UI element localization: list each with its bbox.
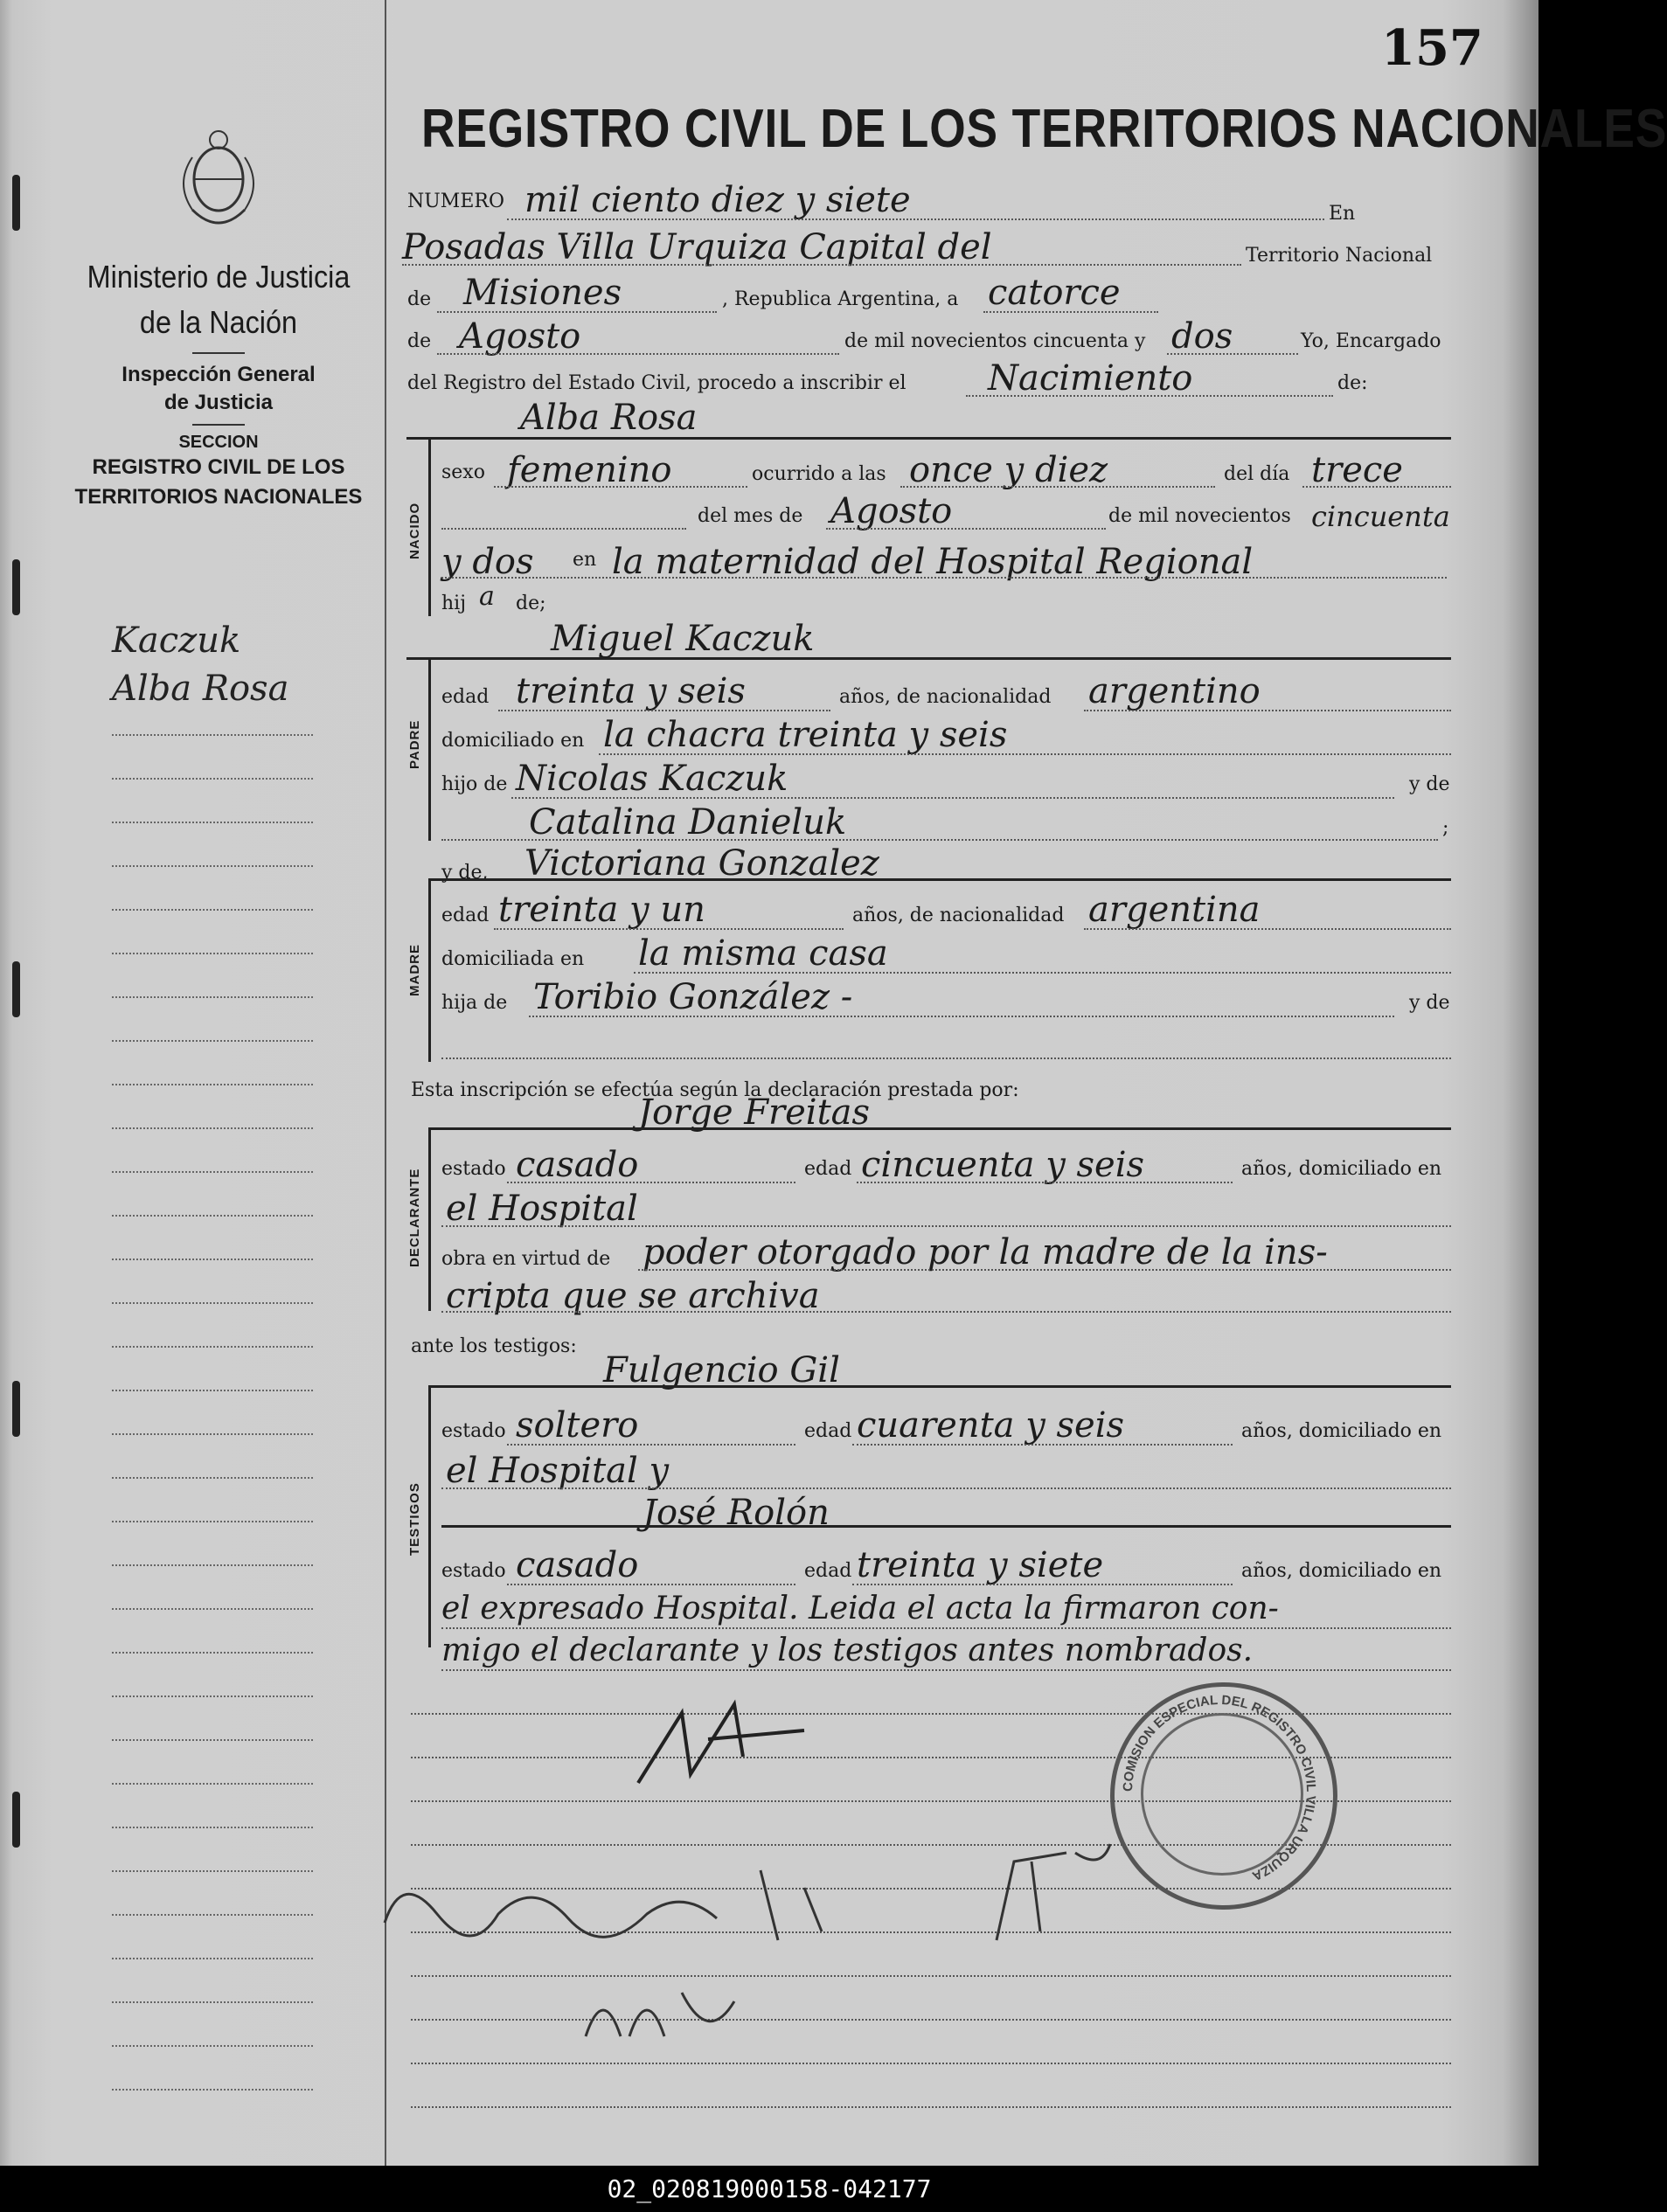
section-rule <box>406 437 1451 440</box>
margin-line <box>112 2089 313 2091</box>
nacionalidad-label-2: años, de nacionalidad <box>852 905 1065 926</box>
testigos-vertical-label: TESTIGOS <box>407 1482 422 1556</box>
section-rule <box>428 1127 1451 1130</box>
margin-line <box>112 1564 313 1566</box>
birth-place: la maternidad del Hospital Regional <box>612 542 1254 582</box>
sexo-value: femenino <box>507 450 672 490</box>
margin-line <box>112 1958 313 1959</box>
domicilio-label: domiciliado en <box>441 730 585 752</box>
field-line <box>441 528 686 530</box>
margin-line <box>112 1652 313 1654</box>
witness-2-age: treinta y siete <box>857 1545 1104 1585</box>
margin-line <box>112 1390 313 1391</box>
page-title: REGISTRO CIVIL DE LOS TERRITORIOS NACIONALES <box>421 99 1667 159</box>
testigos-label: ante los testigos: <box>411 1335 577 1357</box>
closing-text-1: el expresado Hospital. Leida el acta la firmaron con- <box>441 1591 1279 1626</box>
de-label-2: de <box>407 330 432 352</box>
margin-line <box>112 996 313 998</box>
mother-age: treinta y un <box>498 890 705 930</box>
y-de-label-2: y de, <box>441 862 489 884</box>
field-line <box>983 311 1158 313</box>
en-label: En <box>1329 203 1356 225</box>
registro-label: del Registro del Estado Civil, procedo a inscribir el <box>407 372 906 394</box>
de-label: de <box>407 288 432 310</box>
territorio-label: Territorio Nacional <box>1246 245 1433 267</box>
nacido-label: NACIDO <box>407 502 422 559</box>
father-nationality: argentino <box>1088 671 1261 711</box>
section-label: SECCION <box>178 433 259 452</box>
field-line <box>507 1584 795 1585</box>
domiciliada-label: domiciliada en <box>441 948 585 970</box>
ruled-line <box>411 2063 1451 2064</box>
declarant-address: el Hospital <box>446 1189 638 1229</box>
field-line <box>852 1584 1233 1585</box>
numero-value: mil ciento diez y siete <box>524 180 911 220</box>
estado-label-2: estado <box>441 1420 506 1442</box>
day-value: catorce <box>988 273 1121 313</box>
madre-label: MADRE <box>407 944 422 996</box>
mother-address: la misma casa <box>638 933 888 974</box>
nacionalidad-label: años, de nacionalidad <box>839 686 1052 708</box>
margin-line <box>112 953 313 954</box>
en-label-2: en <box>573 549 597 571</box>
witness-1-age: cuarenta y seis <box>857 1405 1125 1446</box>
padre-label: PADRE <box>407 719 422 769</box>
domiciliado-label-2: años, domiciliado en <box>1241 1420 1442 1442</box>
margin-line <box>112 1259 313 1260</box>
registry-1: REGISTRO CIVIL DE LOS <box>92 455 345 479</box>
margin-line <box>112 2045 313 2047</box>
section-bracket <box>428 1385 431 1647</box>
witness-1-name: Fulgencio Gil <box>603 1350 840 1390</box>
field-line <box>900 486 1215 488</box>
section-rule <box>428 878 1451 881</box>
closing-text-2: migo el declarante y los testigos antes nombrados. <box>441 1633 1254 1668</box>
stamp-text: COMISION ESPECIAL DEL REGISTRO CIVIL VILLA URQUIZA <box>1120 1692 1319 1884</box>
section-bracket <box>428 437 431 616</box>
ruled-line <box>411 2019 1451 2021</box>
field-line <box>511 797 1394 799</box>
field-line <box>1167 353 1298 355</box>
numero-label: NUMERO <box>407 191 504 212</box>
month-value: Agosto <box>459 316 581 357</box>
margin-line <box>112 909 313 911</box>
y-de-label: y de <box>1409 773 1450 795</box>
field-line <box>966 395 1333 397</box>
stamp-ring-text <box>1110 1682 1329 1901</box>
coat-of-arms-icon <box>61 114 376 245</box>
officer-signature <box>629 1687 830 1800</box>
section-rule <box>441 1525 1451 1528</box>
section-rule <box>406 657 1451 660</box>
year-value-2: y dos <box>441 542 534 582</box>
estado-label-3: estado <box>441 1560 506 1582</box>
field-line <box>441 1057 1451 1059</box>
margin-line <box>112 1433 313 1435</box>
divider <box>192 352 245 354</box>
margin-line <box>112 1521 313 1522</box>
declarant-status: casado <box>516 1145 639 1185</box>
year-label-2: de mil novecientos <box>1108 505 1291 527</box>
declaracion-label: Esta inscripción se efectúa según la declaración prestada por: <box>411 1079 1019 1101</box>
hijo-de-label: hijo de <box>441 773 508 795</box>
hijo-value: a <box>479 581 495 612</box>
field-line <box>599 753 1451 755</box>
field-line <box>441 1311 1451 1313</box>
section-bracket <box>428 878 431 1062</box>
estado-label: estado <box>441 1158 506 1180</box>
semicolon: ; <box>1442 817 1449 839</box>
yo-label: Yo, Encargado <box>1301 330 1441 352</box>
margin-line <box>112 1084 313 1085</box>
field-line <box>852 1444 1233 1446</box>
witness-2-status: casado <box>516 1545 639 1585</box>
inspection-1: Inspección General <box>122 363 316 386</box>
de-label-3: de: <box>1337 372 1368 394</box>
field-line <box>441 1487 1451 1489</box>
witness-1-status: soltero <box>516 1405 639 1446</box>
margin-line <box>112 1870 313 1872</box>
edad-label-5: edad <box>804 1560 852 1582</box>
field-line <box>494 486 747 488</box>
section-rule <box>428 1385 1451 1388</box>
field-line <box>437 353 839 355</box>
margin-line <box>112 1215 313 1217</box>
civil-registry-stamp <box>1110 1682 1337 1910</box>
field-line <box>437 311 717 313</box>
declarant-name: Jorge Freitas <box>638 1092 871 1133</box>
ministry-sidebar <box>61 114 376 512</box>
field-line <box>402 264 1241 266</box>
province-value: Misiones <box>463 273 622 313</box>
field-line <box>634 972 1451 974</box>
svg-text:COMISION ESPECIAL DEL REGISTRO <box>1121 1693 1318 1883</box>
margin-line <box>112 1040 313 1042</box>
margin-line <box>112 734 313 736</box>
hour-value: once y diez <box>909 450 1108 490</box>
edad-label: edad <box>441 686 490 708</box>
field-line <box>441 1225 1451 1227</box>
witness-2-signature <box>577 1966 769 2054</box>
margin-surname: Kaczuk <box>112 621 241 661</box>
field-line <box>498 710 830 711</box>
hija-de-label: hija de <box>441 992 508 1014</box>
margin-given-name: Alba Rosa <box>112 669 289 709</box>
field-line <box>1084 710 1451 711</box>
mes-label: del mes de <box>698 505 803 527</box>
paternal-grandmother: Catalina Danieluk <box>529 802 847 843</box>
divider <box>192 424 245 426</box>
margin-line <box>112 1127 313 1129</box>
child-name: Alba Rosa <box>520 398 698 438</box>
paternal-grandfather: Nicolas Kaczuk <box>516 759 788 799</box>
field-line <box>441 1669 1451 1671</box>
ruled-line <box>411 1975 1451 1977</box>
section-bracket <box>428 1127 431 1311</box>
margin-line <box>112 1739 313 1741</box>
field-line <box>441 839 1438 841</box>
witness-1-signature <box>367 1835 909 1958</box>
margin-line <box>112 778 313 780</box>
hijo-label: hij <box>441 593 467 614</box>
father-name: Miguel Kaczuk <box>551 619 815 659</box>
obra-label: obra en virtud de <box>441 1248 611 1270</box>
witness-1-address: el Hospital y <box>446 1451 670 1491</box>
republica-label: , Republica Argentina, a <box>722 288 959 310</box>
margin-line <box>112 1695 313 1697</box>
declarant-age: cincuenta y seis <box>861 1145 1145 1185</box>
field-line <box>826 528 1106 530</box>
edad-label-3: edad <box>804 1158 852 1180</box>
margin-line <box>112 1914 313 1916</box>
declarante-label: DECLARANTE <box>407 1168 422 1267</box>
mother-nationality: argentina <box>1088 890 1261 930</box>
maternal-grandfather: Toribio González - <box>533 977 853 1017</box>
edad-label-2: edad <box>441 905 490 926</box>
field-line <box>441 1627 1451 1629</box>
place-value: Posadas Villa Urquiza Capital del <box>402 227 992 267</box>
page-number: 157 <box>1381 19 1483 77</box>
footer-code: 02_020819000158-042177 <box>0 2166 1539 2212</box>
edad-label-4: edad <box>804 1420 852 1442</box>
margin-line <box>112 1477 313 1479</box>
year-value-1: cincuenta <box>1311 500 1450 533</box>
father-age: treinta y seis <box>516 671 746 711</box>
field-line <box>507 218 1324 220</box>
margin-line <box>112 1783 313 1785</box>
ocurrido-label: ocurrido a las <box>752 463 886 485</box>
hijo-de-label: de; <box>516 593 546 614</box>
y-de-label-3: y de <box>1409 992 1450 1014</box>
field-line <box>529 1016 1394 1017</box>
inspection-2: de Justicia <box>163 391 274 414</box>
sexo-label: sexo <box>441 461 485 483</box>
margin-line <box>112 2001 313 2003</box>
year-label: de mil novecientos cincuenta y <box>844 330 1146 352</box>
domiciliado-label: años, domiciliado en <box>1241 1158 1442 1180</box>
del-dia-label: del día <box>1224 463 1290 485</box>
dia-value: trece <box>1311 450 1403 490</box>
witness-2-name: José Rolón <box>642 1493 830 1533</box>
act-value: Nacimiento <box>988 358 1193 399</box>
field-line <box>507 1182 795 1183</box>
section-bracket <box>428 657 431 841</box>
margin-line <box>112 1827 313 1828</box>
ministry-name-2: de la Nación <box>139 304 298 340</box>
margin-line <box>112 1171 313 1173</box>
margin-line <box>112 1346 313 1348</box>
mother-name: Victoriana Gonzalez <box>524 843 879 884</box>
field-line <box>638 1269 1451 1271</box>
field-line <box>441 577 1447 579</box>
year-value: dos <box>1171 316 1233 357</box>
registry-2: TERRITORIOS NACIONALES <box>74 485 363 509</box>
father-address: la chacra treinta y seis <box>603 715 1008 755</box>
ministry-name-1: Ministerio de Justicia <box>87 259 351 295</box>
field-line <box>1084 928 1451 930</box>
obra-value: poder otorgado por la madre de la ins- <box>642 1232 1328 1272</box>
domiciliado-label-3: años, domiciliado en <box>1241 1560 1442 1582</box>
ruled-line <box>411 2106 1451 2108</box>
field-line <box>507 1444 795 1446</box>
margin-line <box>112 822 313 823</box>
mes-value: Agosto <box>830 491 953 531</box>
field-line <box>857 1182 1233 1183</box>
obra-value-2: cripta que se archiva <box>446 1276 820 1316</box>
margin-line <box>112 1608 313 1610</box>
margin-line <box>112 1302 313 1304</box>
field-line <box>1302 486 1451 488</box>
field-line <box>494 928 844 930</box>
margin-line <box>112 865 313 867</box>
